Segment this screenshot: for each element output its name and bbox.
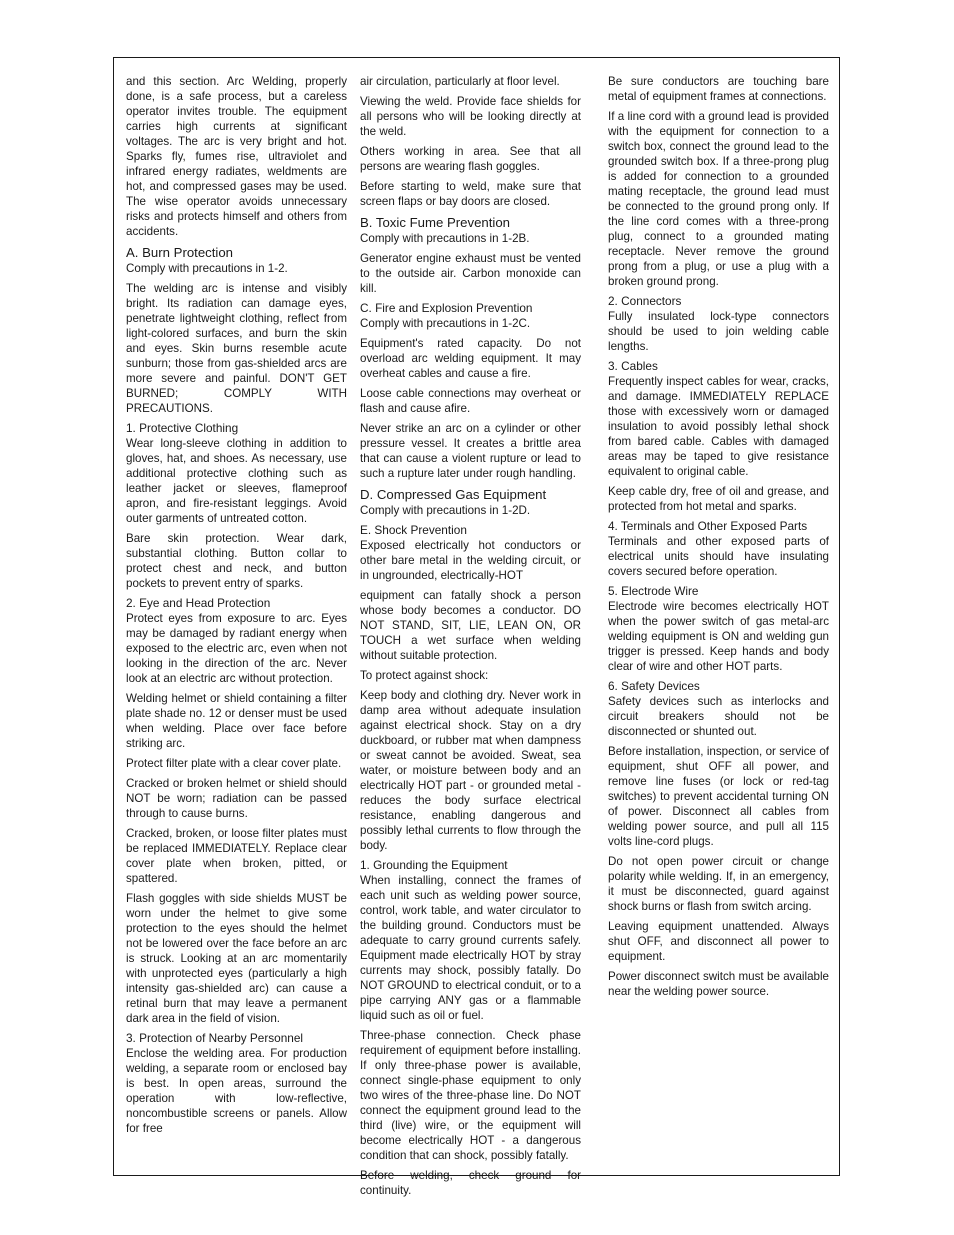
conductors-paragraph: Be sure conductors are touching bare metal of equipment frames at connections. [608, 75, 829, 103]
cylinder-arc-paragraph: Never strike an arc on a cylinder or other pressure vessel. It creates a brittle area that can cause a violent rupture or lead to such a rupture later under rough handling. [360, 422, 581, 480]
section-b-heading: B. Toxic Fume Prevention [360, 215, 511, 230]
air-circulation-paragraph: air circulation, particularly at floor level. [360, 75, 560, 88]
nearby-personnel-heading: 3. Protection of Nearby Personnel [126, 1031, 304, 1045]
loose-connections-paragraph: Loose cable connections may overheat or flash and cause afire. [360, 387, 581, 415]
section-a-heading: A. Burn Protection [126, 245, 234, 260]
generator-exhaust-paragraph: Generator engine exhaust must be vented to the outside air. Carbon monoxide can kill. [360, 252, 581, 295]
cables-body: Frequently inspect cables for wear, cracks, and damage. IMMEDIATELY REPLACE those with excessively worn or damaged insulation to avoid possibly lethal shock from bared cable. Cables with damaged areas may be taped to give resistance equivalent to original cable. [608, 375, 829, 478]
cracked-filter-paragraph: Cracked, broken, or loose filter plates must be replaced IMMEDIATELY. Replace clear cover plate when broken, pitted, or spattered. [126, 827, 347, 885]
safety-devices-heading: 6. Safety Devices [608, 679, 700, 693]
filter-plate-paragraph: Protect filter plate with a clear cover plate. [126, 757, 342, 770]
protective-clothing-heading: 1. Protective Clothing [126, 421, 239, 435]
column-right [608, 74, 829, 1004]
viewing-weld-paragraph: Viewing the weld. Provide face shields for all persons who will be looking directly at the weld. [360, 95, 581, 138]
page-frame [113, 57, 840, 1197]
section-d-comply: Comply with precautions in 1-2D. [360, 504, 531, 517]
cables-heading: 3. Cables [608, 359, 658, 373]
safety-devices-body: Safety devices such as interlocks and circuit breakers should not be disconnected or shunted out. [608, 695, 829, 738]
connectors-heading: 2. Connectors [608, 294, 682, 308]
grounding-body: When installing, connect the frames of each unit such as welding power source, control, work table, and water circulator to the building ground. Conductors must be adequate to carry ground currents safely. Equipment made electrically HOT by stray currents may shock, possibly fatally. Do NOT GROUND to electrical conduit, or to a pipe carrying ANY gas or a flammable liquid such as oil or fuel. [360, 874, 581, 1022]
protective-clothing-body: Wear long-sleeve clothing in addition to gloves, hat, and shoes. As necessary, use additional protective clothing such as leather jacket or sleeves, flameproof apron, and fire-resistant leggings. Avoid outer garments of untreated cotton. [126, 437, 347, 525]
eye-head-heading: 2. Eye and Head Protection [126, 596, 271, 610]
grounding-heading: 1. Grounding the Equipment [360, 858, 508, 872]
disconnect-switch-paragraph: Power disconnect switch must be available near the welding power source. [608, 970, 829, 998]
three-phase-paragraph: Three-phase connection. Check phase requirement of equipment before installing. If only three-phase power is available, connect single-phase equipment to only two wires of the three-phase line. Do NOT connect the equipment ground lead to the third (live) wire, or the equipment will become electrically HOT - a dangerous condition that can shock, possibly fatally. [360, 1029, 581, 1162]
helmet-paragraph: Welding helmet or shield containing a filter plate shade no. 12 or denser must be used when welding. Place over face before striking arc. [126, 692, 347, 750]
section-a-comply: Comply with precautions in 1-2. [126, 262, 288, 275]
ground-continuity-paragraph: Before welding, check ground for continuity. [360, 1169, 581, 1197]
polarity-paragraph: Do not open power circuit or change polarity while welding. If, in an emergency, it must be disconnected, guard against shock burns or flash from switch arcing. [608, 855, 829, 913]
section-e-heading: E. Shock Prevention [360, 523, 467, 537]
section-c-comply: Comply with precautions in 1-2C. [360, 317, 531, 330]
section-d-heading: D. Compressed Gas Equipment [360, 487, 547, 502]
cable-dry-paragraph: Keep cable dry, free of oil and grease, and protected from hot metal and sparks. [608, 485, 829, 513]
protect-shock-paragraph: To protect against shock: [360, 669, 489, 682]
eye-head-body: Protect eyes from exposure to arc. Eyes may be damaged by radiant energy when exposed to the electric arc, even when not looking in the direction of the arc. Never look at an electric arc without protection. [126, 612, 347, 685]
nearby-personnel-body: Enclose the welding area. For production welding, a separate room or enclosed bay is best. In open areas, surround the operation with low-reflective, noncombustible screens or panels. Allow for free [126, 1047, 347, 1135]
connectors-body: Fully insulated lock-type connectors should be used to join welding cable lengths. [608, 310, 829, 353]
section-a-body: The welding arc is intense and visibly bright. Its radiation can damage eyes, penetrate lightweight clothing, reflect from light-colored surfaces, and burn the skin and eyes. Skin burns resemble acute sunburn; those from gas-shielded arcs are more severe and painful. DON'T GET BURNED; COMPLY WITH PRECAUTIONS. [126, 282, 347, 415]
fatal-shock-paragraph: equipment can fatally shock a person whose body becomes a conductor. DO NOT STAND, SIT, LIE, LEAN ON, OR TOUCH a wet surface when welding without suitable protection. [360, 589, 581, 662]
section-c-heading: C. Fire and Explosion Prevention [360, 301, 533, 315]
exposed-conductors-paragraph: Exposed electrically hot conductors or other bare metal in the welding circuit, or in ungrounded, electrically-HOT [360, 539, 581, 582]
keep-dry-paragraph: Keep body and clothing dry. Never work in damp area without adequate insulation against electrical shock. Stay on a dry duckboard, or rubber mat when dampness or sweat cannot be avoided. Sweat, sea water, or moisture between body and an electrically HOT part - or grounded metal - reduces the body surface electrical resistance, enabling dangerous and possibly lethal currents to flow through the body. [360, 689, 581, 852]
rated-capacity-paragraph: Equipment's rated capacity. Do not overload arc welding equipment. It may overheat cables and cause a fire. [360, 337, 581, 380]
bare-skin-paragraph: Bare skin protection. Wear dark, substantial clothing. Button collar to protect chest and neck, and button pockets to prevent entry of sparks. [126, 532, 347, 590]
shut-off-paragraph: Before installation, inspection, or service of equipment, shut OFF all power, and remove line fuses (or lock or red-tag switches) to prevent accidental turning ON of power. Disconnect all cables from welding power source, and pull all 115 volts line-cord plugs. [608, 745, 829, 848]
column-middle [360, 74, 581, 1203]
terminals-body: Terminals and other exposed parts of electrical units should have insulating covers secured before operation. [608, 535, 829, 578]
line-cord-paragraph: If a line cord with a ground lead is provided with the equipment for connection to a switch box, connect the ground lead to the grounded switch box. If a three-prong plug is added for connection to a grounded mating receptacle, the ground lead must be connected to the ground prong only. If the line cord comes with a three-prong plug, connect to a grounded mating receptacle. Never remove the ground prong from a plug, or use a plug with a broken ground prong. [608, 110, 829, 288]
others-working-paragraph: Others working in area. See that all persons are wearing flash goggles. [360, 145, 581, 173]
column-left [126, 74, 347, 1141]
screen-flaps-paragraph: Before starting to weld, make sure that screen flaps or bay doors are closed. [360, 180, 581, 208]
cracked-helmet-paragraph: Cracked or broken helmet or shield should NOT be worn; radiation can be passed through to cause burns. [126, 777, 347, 820]
electrode-wire-body: Electrode wire becomes electrically HOT when the power switch of gas metal-arc welding equipment is ON and welding gun trigger is pressed. Keep hands and body clear of wire and other HOT parts. [608, 600, 829, 673]
terminals-heading: 4. Terminals and Other Exposed Parts [608, 519, 808, 533]
electrode-wire-heading: 5. Electrode Wire [608, 584, 699, 598]
unattended-paragraph: Leaving equipment unattended. Always shut OFF, and disconnect all power to equipment. [608, 920, 829, 963]
flash-goggles-paragraph: Flash goggles with side shields MUST be worn under the helmet to give some protection to the eyes should the helmet not be lowered over the face before an arc is struck. Looking at an arc momentarily with unprotected eyes (particularly a high intensity gas-shielded arc) can cause a retinal burn that may leave a permanent dark area in the field of vision. [126, 892, 347, 1025]
section-b-comply: Comply with precautions in 1-2B. [360, 232, 530, 245]
intro-paragraph: and this section. Arc Welding, properly done, is a safe process, but a careless operator invites trouble. The equipment carries high currents at significant voltages. The arc is very bright and hot. Sparks fly, fumes rise, ultraviolet and infrared energy radiates, weldments are hot, and compressed gases may be used. The wise operator avoids unnecessary risks and protects himself and others from accidents. [126, 75, 347, 238]
